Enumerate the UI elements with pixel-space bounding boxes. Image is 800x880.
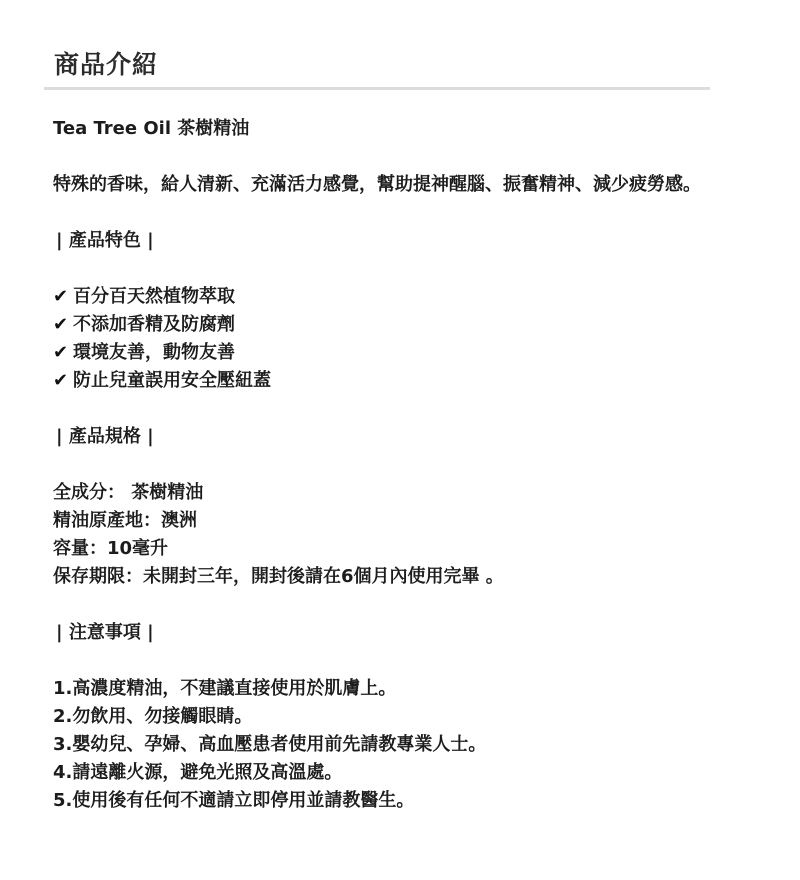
notes-list [53, 675, 710, 815]
feature-item [53, 311, 710, 339]
product-content [44, 115, 710, 815]
spec-ingredients: 全成分： 茶樹精油 [53, 482, 204, 503]
spec-shelf-life: 保存期限：未開封三年，開封後請在6個月內使用完畢 。 [53, 566, 504, 587]
product-description: 特殊的香味，給人清新、充滿活力感覺，幫助提神醒腦、振奮精神、減少疲勞感。 [53, 174, 701, 195]
check-icon: ✔ [53, 342, 69, 363]
product-intro-section [44, 0, 710, 815]
note-item: 4.請遠離火源，避免光照及高溫處。 [53, 762, 343, 783]
check-icon: ✔ [53, 286, 69, 307]
feature-text: 不添加香精及防腐劑 [73, 314, 235, 335]
specs-list [53, 479, 710, 591]
note-item: 3.嬰幼兒、孕婦、高血壓患者使用前先請教專業人士。 [53, 734, 487, 755]
note-item: 5.使用後有任何不適請立即停用並請教醫生。 [53, 790, 415, 811]
feature-item [53, 367, 710, 395]
check-icon: ✔ [53, 314, 69, 335]
notes-heading: | 注意事項 | [56, 622, 154, 643]
features-heading: | 產品特色 | [56, 230, 154, 251]
spec-volume: 容量：10毫升 [53, 538, 169, 559]
note-item: 2.勿飲用、勿接觸眼睛。 [53, 706, 253, 727]
feature-text: 環境友善，動物友善 [73, 342, 235, 363]
feature-text: 百分百天然植物萃取 [73, 286, 235, 307]
features-list [53, 283, 710, 395]
specs-heading: | 產品規格 | [56, 426, 154, 447]
feature-item [53, 339, 710, 367]
feature-item [53, 283, 710, 311]
spec-origin: 精油原產地：澳洲 [53, 510, 197, 531]
title-divider [44, 87, 710, 90]
product-name: Tea Tree Oil 茶樹精油 [53, 118, 250, 139]
section-title: 商品介紹 [54, 50, 159, 79]
feature-text: 防止兒童誤用安全壓紐蓋 [73, 370, 271, 391]
check-icon: ✔ [53, 370, 69, 391]
note-item: 1.高濃度精油，不建議直接使用於肌膚上。 [53, 678, 397, 699]
